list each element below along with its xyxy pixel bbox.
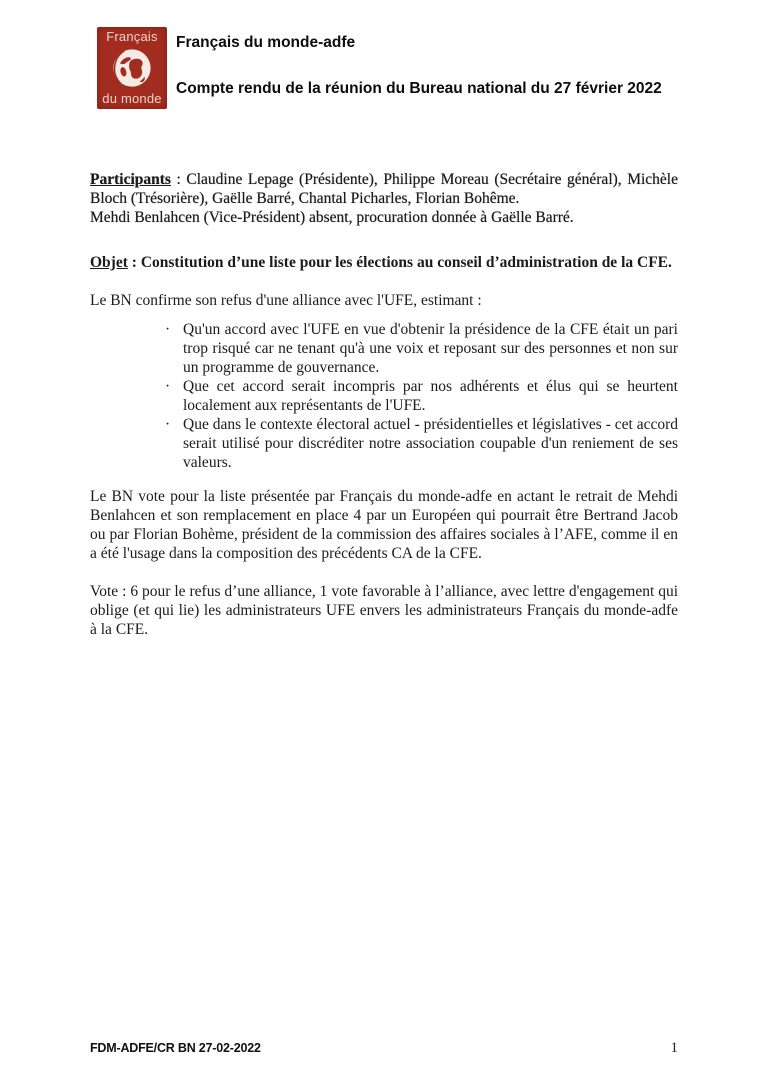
list-item (163, 377, 678, 415)
vote-decision-paragraph: Le BN vote pour la liste présentée par Français du monde-adfe en actant le retrait de Mehdi Benlahcen et son remplacement en place 4 par un Européen qui pourrait être Bertrand Jacob ou par Florian Bohème, président de la commission des affaires sociales à l’AFE, comme il en a été l'usage dans la composition des précédents CA de la CFE. (90, 488, 678, 562)
header-titles (176, 27, 662, 109)
argument-list (90, 320, 678, 472)
list-item (163, 415, 678, 472)
document-footer (90, 1040, 678, 1057)
intro-paragraph: Le BN confirme son refus d'une alliance avec l'UFE, estimant : (90, 292, 482, 309)
bullet-icon: · (165, 416, 171, 433)
participants-list: Claudine Lepage (Présidente), Philippe Moreau (Secrétaire général), Michèle Bloch (Trésorière), Gaëlle Barré, Chantal Picharles, Florian Bohême. (90, 171, 678, 207)
vote-result-paragraph: Vote : 6 pour le refus d’une alliance, 1 vote favorable à l’alliance, avec lettre d'engagement qui oblige (et qui lie) les administrateurs UFE envers les administrateurs Français du monde-adfe à la CFE. (90, 583, 678, 638)
document-body (90, 170, 678, 639)
document-header (97, 27, 662, 109)
logo-text-top: Français (106, 29, 158, 44)
list-item-text: Que cet accord serait incompris par nos adhérents et élus qui se heurtent localement aux représentants de l'UFE. (183, 378, 678, 414)
participants-paragraph (90, 170, 678, 227)
objet-text: Constitution d’une liste pour les élections au conseil d’administration de la CFE. (140, 254, 672, 271)
org-title: Français du monde-adfe (176, 34, 356, 51)
bullet-icon: · (165, 321, 171, 338)
org-logo (97, 27, 167, 109)
list-item-text: Qu'un accord avec l'UFE en vue d'obtenir la présidence de la CFE était un pari trop risqué car ne tenant qu'à une voix et reposant sur des personnes et non sur un programme de gouvernance. (183, 321, 678, 376)
logo-text-bottom: du monde (102, 91, 162, 106)
objet-separator: : (127, 254, 141, 271)
participants-absent-note: Mehdi Benlahcen (Vice-Président) absent, procuration donnée à Gaëlle Barré. (90, 209, 574, 226)
footer-reference: FDM-ADFE/CR BN 27-02-2022 (90, 1041, 261, 1055)
globe-icon (111, 47, 153, 89)
participants-label: Participants (90, 171, 171, 188)
list-item (163, 320, 678, 377)
page-number: 1 (670, 1040, 678, 1056)
participants-separator: : (170, 171, 187, 188)
document-title: Compte rendu de la réunion du Bureau national du 27 février 2022 (176, 80, 662, 97)
objet-paragraph (90, 253, 678, 272)
objet-label: Objet (90, 254, 128, 271)
list-item-text: Que dans le contexte électoral actuel - présidentielles et législatives - cet accord serait utilisé pour discréditer notre association coupable d'un reniement de ses valeurs. (183, 416, 678, 471)
bullet-icon: · (165, 378, 171, 395)
